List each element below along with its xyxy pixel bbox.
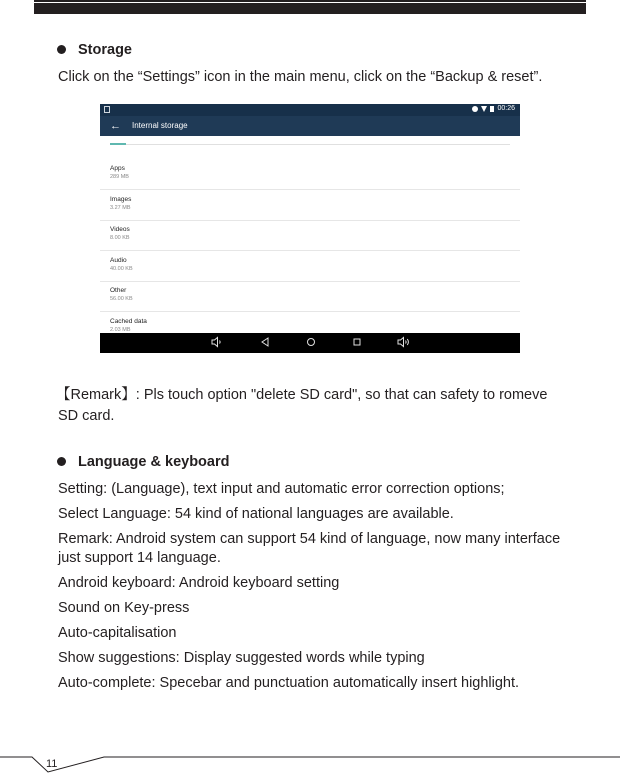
- language-line: Show suggestions: Display suggested words while typing: [58, 650, 425, 666]
- storage-screenshot: [100, 104, 520, 353]
- remark-line-1: 【Remark】: Pls touch option "delete SD card", so that can safety to romeve: [56, 387, 548, 403]
- storage-item-label: Apps: [110, 165, 125, 172]
- status-time: 00:26: [497, 105, 515, 112]
- page-number: 11: [46, 758, 58, 770]
- language-line: just support 14 language.: [58, 550, 221, 566]
- back-arrow-icon[interactable]: ←: [110, 120, 121, 132]
- language-line: Sound on Key-press: [58, 600, 190, 616]
- storage-item-label: Audio: [110, 257, 127, 264]
- language-line: Remark: Android system can support 54 kind of language, now many interface: [58, 531, 561, 547]
- storage-instruction: Click on the “Settings” icon in the main menu, click on the “Backup & reset”.: [58, 69, 543, 85]
- notification-icon: [104, 106, 110, 113]
- app-bar: [100, 116, 520, 136]
- storage-item-value: 40.00 KB: [110, 266, 133, 272]
- language-line: Setting: (Language), text input and automatic error correction options;: [58, 481, 505, 497]
- remark-line-2: SD card.: [58, 408, 115, 424]
- bullet-icon: [57, 457, 66, 466]
- storage-item-value: 3.27 MB: [110, 205, 131, 211]
- storage-progress-fill: [110, 143, 126, 145]
- recents-icon[interactable]: [352, 336, 362, 353]
- storage-item-label: Cached data: [110, 318, 147, 325]
- language-line: Android keyboard: Android keyboard setting: [58, 575, 340, 591]
- dnd-icon: [472, 106, 478, 112]
- storage-item-label: Videos: [110, 226, 130, 233]
- volume-down-icon[interactable]: [211, 336, 223, 353]
- language-line: Auto-capitalisation: [58, 625, 177, 641]
- home-icon[interactable]: [306, 336, 316, 353]
- storage-item-videos[interactable]: [100, 220, 520, 251]
- language-heading: Language & keyboard: [78, 454, 230, 470]
- back-icon[interactable]: [260, 336, 270, 353]
- header-divider: [34, 2, 586, 3]
- footer-rule: [0, 748, 620, 773]
- storage-progress-track: [110, 144, 510, 145]
- status-indicators: [472, 105, 515, 112]
- battery-icon: [490, 106, 494, 112]
- storage-item-apps[interactable]: [100, 159, 520, 190]
- storage-item-value: 8.00 KB: [110, 235, 130, 241]
- volume-up-icon[interactable]: [397, 336, 411, 353]
- storage-item-label: Other: [110, 287, 127, 294]
- storage-item-label: Images: [110, 196, 132, 203]
- screen-title: Internal storage: [132, 121, 188, 130]
- navigation-bar: [100, 333, 520, 353]
- language-line: Auto-complete: Specebar and punctuation automatically insert highlight.: [58, 675, 520, 691]
- storage-heading: Storage: [78, 42, 132, 58]
- language-line: Select Language: 54 kind of national languages are available.: [58, 506, 454, 522]
- storage-item-value: 2.03 MB: [110, 327, 131, 333]
- status-bar: [100, 104, 520, 116]
- storage-item-images[interactable]: [100, 190, 520, 221]
- storage-item-value: 289 MB: [110, 174, 129, 180]
- storage-item-value: 56.00 KB: [110, 296, 133, 302]
- wifi-icon: [481, 106, 487, 112]
- storage-item-other[interactable]: [100, 281, 520, 312]
- storage-item-audio[interactable]: [100, 251, 520, 282]
- bullet-icon: [57, 45, 66, 54]
